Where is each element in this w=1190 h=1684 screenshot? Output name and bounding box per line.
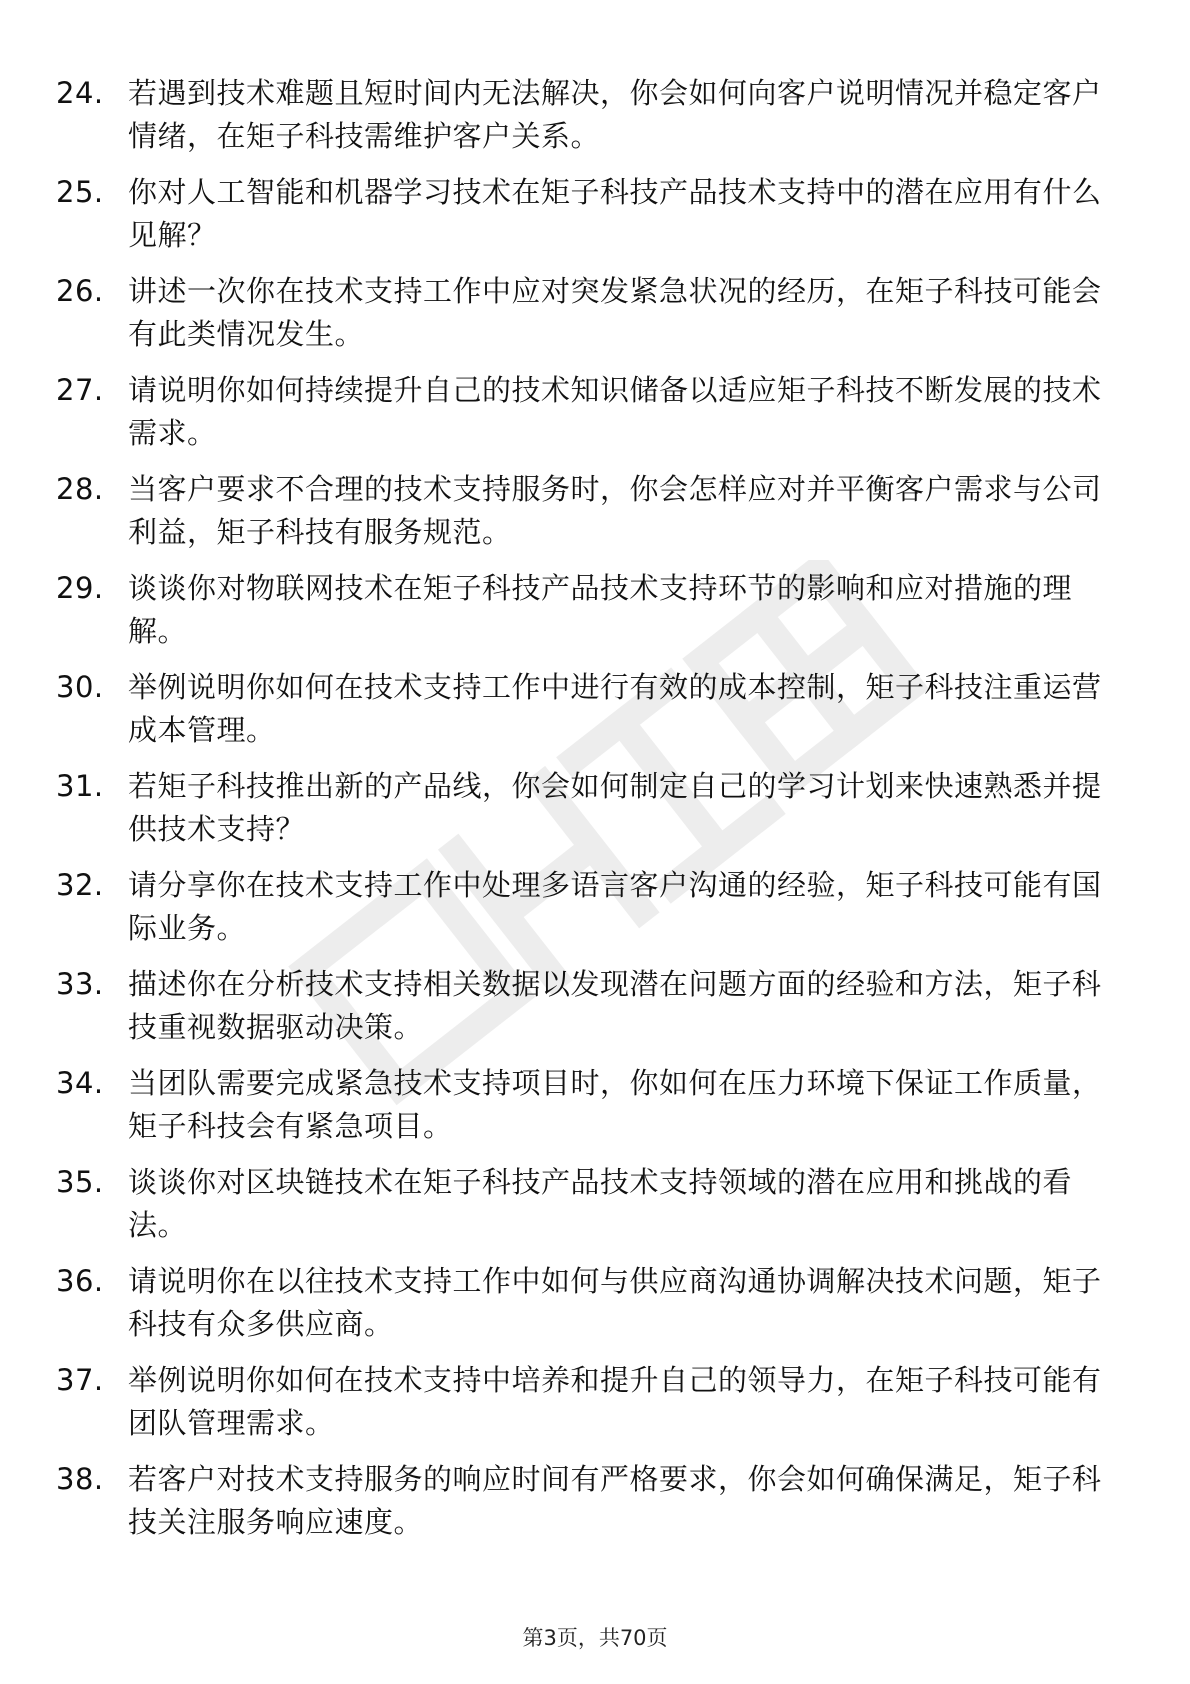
question-number: 36. xyxy=(56,1264,104,1298)
question-text: 谈谈你对区块链技术在矩子科技产品技术支持领域的潜在应用和挑战的看法。 xyxy=(128,1165,1073,1242)
list-item xyxy=(56,369,1126,468)
question-number: 30. xyxy=(56,670,104,704)
question-text: 举例说明你如何在技术支持工作中进行有效的成本控制，矩子科技注重运营成本管理。 xyxy=(128,670,1102,747)
question-text: 讲述一次你在技术支持工作中应对突发紧急状况的经历，在矩子科技可能会有此类情况发生。 xyxy=(128,274,1102,351)
question-number: 32. xyxy=(56,868,104,902)
list-item xyxy=(56,1260,1126,1359)
question-number: 26. xyxy=(56,274,104,308)
question-number: 38. xyxy=(56,1462,104,1496)
question-number: 33. xyxy=(56,967,104,1001)
question-text: 请说明你如何持续提升自己的技术知识储备以适应矩子科技不断发展的技术需求。 xyxy=(128,373,1102,450)
list-item xyxy=(56,1458,1126,1557)
list-item xyxy=(56,468,1126,567)
question-text: 谈谈你对物联网技术在矩子科技产品技术支持环节的影响和应对措施的理解。 xyxy=(128,571,1073,648)
question-text: 当团队需要完成紧急技术支持项目时，你如何在压力环境下保证工作质量，矩子科技会有紧急项目。 xyxy=(128,1066,1102,1143)
question-number: 37. xyxy=(56,1363,104,1397)
list-item xyxy=(56,1062,1126,1161)
list-item xyxy=(56,666,1126,765)
list-item xyxy=(56,72,1126,171)
question-list xyxy=(56,72,1126,1557)
list-item xyxy=(56,963,1126,1062)
list-item xyxy=(56,765,1126,864)
question-text: 描述你在分析技术支持相关数据以发现潜在问题方面的经验和方法，矩子科技重视数据驱动决策。 xyxy=(128,967,1102,1044)
question-number: 28. xyxy=(56,472,104,506)
list-item xyxy=(56,567,1126,666)
question-number: 29. xyxy=(56,571,104,605)
question-text: 若矩子科技推出新的产品线，你会如何制定自己的学习计划来快速熟悉并提供技术支持？ xyxy=(128,769,1102,846)
question-text: 请说明你在以往技术支持工作中如何与供应商沟通协调解决技术问题，矩子科技有众多供应商。 xyxy=(128,1264,1102,1341)
list-item xyxy=(56,1161,1126,1260)
list-item xyxy=(56,1359,1126,1458)
page-footer: 第3页，共70页 xyxy=(522,1626,668,1650)
question-text: 若遇到技术难题且短时间内无法解决，你会如何向客户说明情况并稳定客户情绪，在矩子科技需维护客户关系。 xyxy=(128,76,1102,153)
question-number: 31. xyxy=(56,769,104,803)
question-number: 25. xyxy=(56,175,104,209)
question-text: 举例说明你如何在技术支持中培养和提升自己的领导力，在矩子科技可能有团队管理需求。 xyxy=(128,1363,1102,1440)
question-number: 35. xyxy=(56,1165,104,1199)
question-number: 34. xyxy=(56,1066,104,1100)
list-item xyxy=(56,171,1126,270)
list-item xyxy=(56,864,1126,963)
question-text: 若客户对技术支持服务的响应时间有严格要求，你会如何确保满足，矩子科技关注服务响应速度。 xyxy=(128,1462,1102,1539)
question-text: 请分享你在技术支持工作中处理多语言客户沟通的经验，矩子科技可能有国际业务。 xyxy=(128,868,1102,945)
question-number: 24. xyxy=(56,76,104,110)
question-number: 27. xyxy=(56,373,104,407)
question-text: 当客户要求不合理的技术支持服务时，你会怎样应对并平衡客户需求与公司利益，矩子科技有服务规范。 xyxy=(128,472,1102,549)
question-text: 你对人工智能和机器学习技术在矩子科技产品技术支持中的潜在应用有什么见解？ xyxy=(128,175,1102,252)
list-item xyxy=(56,270,1126,369)
